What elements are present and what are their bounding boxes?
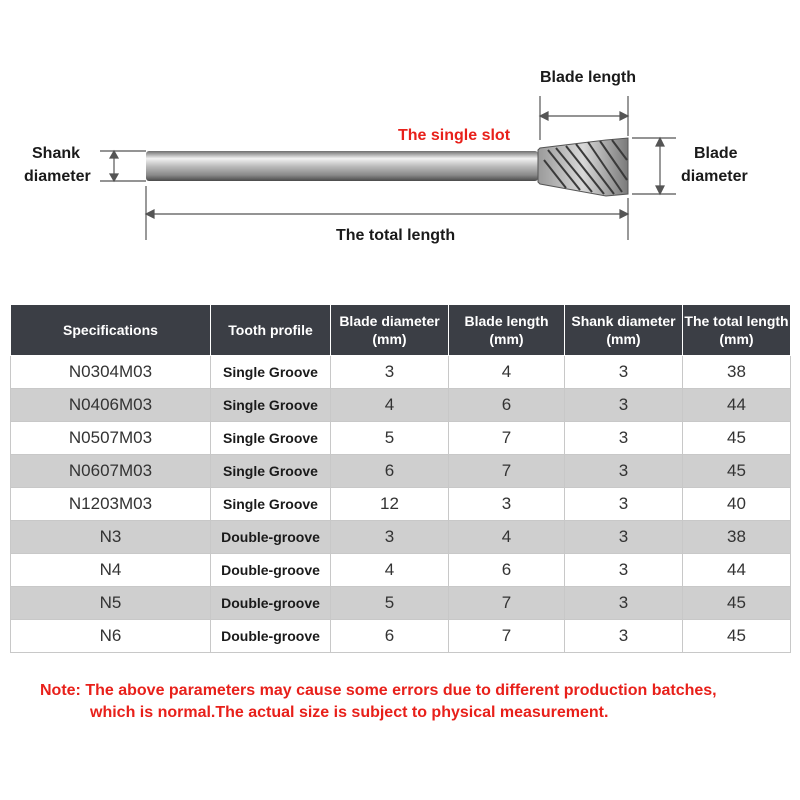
shank-label-line1: Shank <box>32 145 81 162</box>
table-row <box>11 587 791 620</box>
table-row <box>11 422 791 455</box>
cell-total-length: 45 <box>683 455 791 488</box>
note-line-2: which is normal.The actual size is subject to physical measurement. <box>90 704 609 721</box>
shank-label-line2: diameter <box>24 168 91 185</box>
cell-shank-diameter: 3 <box>565 422 683 455</box>
single-slot-label: The single slot <box>398 127 511 144</box>
cell-blade-length: 6 <box>449 554 565 587</box>
shank <box>146 151 538 181</box>
cell-spec: N4 <box>11 554 211 587</box>
cell-blade-diameter: 5 <box>331 587 449 620</box>
cell-shank-diameter: 3 <box>565 455 683 488</box>
cell-shank-diameter: 3 <box>565 587 683 620</box>
cell-profile: Single Groove <box>211 488 331 521</box>
cell-profile: Double-groove <box>211 521 331 554</box>
cell-spec: N0507M03 <box>11 422 211 455</box>
cell-profile: Single Groove <box>211 389 331 422</box>
spec-table <box>10 304 791 653</box>
cell-shank-diameter: 3 <box>565 356 683 389</box>
cell-spec: N5 <box>11 587 211 620</box>
total-length-label: The total length <box>336 227 456 244</box>
cell-spec: N0304M03 <box>11 356 211 389</box>
cell-shank-diameter: 3 <box>565 389 683 422</box>
cell-spec: N1203M03 <box>11 488 211 521</box>
cell-total-length: 45 <box>683 620 791 653</box>
cell-blade-length: 7 <box>449 587 565 620</box>
cell-blade-diameter: 6 <box>331 455 449 488</box>
cell-blade-diameter: 6 <box>331 620 449 653</box>
cell-profile: Single Groove <box>211 455 331 488</box>
blade-length-dimension <box>540 96 628 140</box>
cell-total-length: 38 <box>683 356 791 389</box>
cell-spec: N0406M03 <box>11 389 211 422</box>
cell-shank-diameter: 3 <box>565 488 683 521</box>
header-shank-diameter: Shank diameter (mm) <box>565 305 683 356</box>
table-row <box>11 389 791 422</box>
cell-spec: N6 <box>11 620 211 653</box>
table-row <box>11 356 791 389</box>
header-specifications: Specifications <box>11 305 211 356</box>
header-blade-diameter: Blade diameter (mm) <box>331 305 449 356</box>
blade-diameter-label-line1: Blade <box>694 145 738 162</box>
cell-profile: Single Groove <box>211 356 331 389</box>
blade-length-label: Blade length <box>540 69 637 86</box>
cell-blade-diameter: 4 <box>331 389 449 422</box>
blade-diameter-dimension <box>632 138 676 194</box>
cell-blade-length: 6 <box>449 389 565 422</box>
note-line-1: Note: The above parameters may cause some errors due to different production batches, <box>40 682 717 699</box>
cell-total-length: 44 <box>683 389 791 422</box>
table-row <box>11 455 791 488</box>
header-total-length: The total length (mm) <box>683 305 791 356</box>
cell-profile: Single Groove <box>211 422 331 455</box>
table-row <box>11 620 791 653</box>
blade-diameter-label-line2: diameter <box>681 168 748 185</box>
cell-shank-diameter: 3 <box>565 521 683 554</box>
cell-profile: Double-groove <box>211 587 331 620</box>
cell-spec: N0607M03 <box>11 455 211 488</box>
table-header-row <box>11 305 791 356</box>
cell-blade-diameter: 5 <box>331 422 449 455</box>
cell-blade-length: 3 <box>449 488 565 521</box>
cell-blade-length: 7 <box>449 620 565 653</box>
cell-blade-length: 4 <box>449 356 565 389</box>
header-tooth-profile: Tooth profile <box>211 305 331 356</box>
cell-spec: N3 <box>11 521 211 554</box>
table-row <box>11 521 791 554</box>
cell-blade-diameter: 12 <box>331 488 449 521</box>
cell-total-length: 45 <box>683 422 791 455</box>
table-row <box>11 554 791 587</box>
cell-total-length: 40 <box>683 488 791 521</box>
cell-blade-length: 7 <box>449 455 565 488</box>
cell-total-length: 45 <box>683 587 791 620</box>
cell-blade-length: 4 <box>449 521 565 554</box>
header-blade-length: Blade length (mm) <box>449 305 565 356</box>
tool-diagram <box>0 0 800 280</box>
cell-blade-diameter: 3 <box>331 356 449 389</box>
cell-blade-diameter: 4 <box>331 554 449 587</box>
cell-blade-diameter: 3 <box>331 521 449 554</box>
cell-blade-length: 7 <box>449 422 565 455</box>
cell-total-length: 44 <box>683 554 791 587</box>
disclaimer-note <box>40 680 780 724</box>
cell-profile: Double-groove <box>211 620 331 653</box>
cell-shank-diameter: 3 <box>565 620 683 653</box>
shank-diameter-dimension <box>100 151 146 181</box>
cell-total-length: 38 <box>683 521 791 554</box>
table-row <box>11 488 791 521</box>
cell-profile: Double-groove <box>211 554 331 587</box>
cell-shank-diameter: 3 <box>565 554 683 587</box>
